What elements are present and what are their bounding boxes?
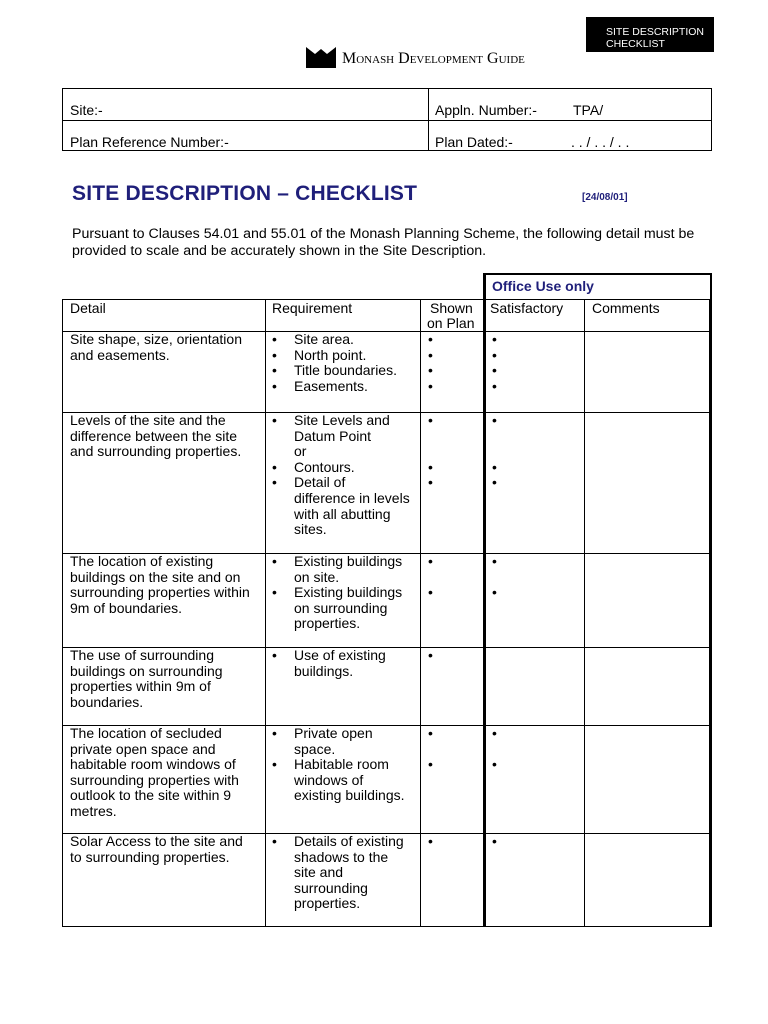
column-header-satisfactory: Satisfactory [490,300,564,316]
shown-on-plan-bullet: • [428,725,433,741]
satisfactory-bullet: • [492,331,497,347]
shown-on-plan-bullet: • [428,584,433,601]
detail-text: buildings on surrounding [70,662,223,679]
requirement-text: Existing buildings [294,553,403,569]
detail-text: The location of existing [70,553,214,569]
detail-text: to surrounding properties. [70,848,230,865]
tpa-label: TPA/ [573,102,604,118]
detail-text: metres. [70,803,117,819]
application-header-table [62,88,712,151]
requirement-bullet: • [272,474,277,491]
requirement-bullet: • [272,362,277,379]
requirement-bullet: • [272,458,277,475]
requirement-text: space. [294,740,336,757]
detail-text: buildings on the site and on [70,568,241,585]
plan-dated-label: Plan Dated:- [435,134,513,150]
appln-number-label: Appln. Number:- [435,102,537,118]
requirement-text: Title boundaries. [294,362,397,379]
requirement-text: shadows to the [294,848,389,865]
column-header-requirement: Requirement [272,300,353,316]
requirement-bullet: • [272,331,277,347]
requirement-bullet: • [272,553,277,569]
requirement-text: Site area. [294,331,354,347]
document-tag [586,17,714,52]
requirement-text: site and [294,864,344,881]
requirement-text: or [294,443,307,460]
office-use-label: Office Use only [492,278,594,294]
requirement-text: on site. [294,568,340,585]
detail-text: 9m of boundaries. [70,599,183,616]
requirement-text: Details of existing [294,833,404,849]
checklist-table [62,299,712,927]
shown-on-plan-bullet: • [428,647,433,663]
requirement-text: surrounding [294,879,368,896]
requirement-text: properties. [294,615,361,632]
requirement-bullet: • [272,412,277,428]
monash-logo [306,46,525,68]
requirement-text: on surrounding [294,599,388,616]
column-header-detail: Detail [70,300,106,316]
plan-date-placeholder: . . / . . / . . [571,134,630,150]
detail-text: surrounding properties with [70,771,239,788]
requirement-text: Site Levels and [294,412,390,428]
satisfactory-bullet: • [492,725,497,741]
satisfactory-bullet: • [492,412,497,428]
shown-on-plan-bullet: • [428,553,433,569]
shown-on-plan-bullet: • [428,756,433,773]
site-label: Site:- [70,102,103,118]
detail-text: outlook to the site within 9 [70,787,232,804]
office-use-header [483,273,712,300]
requirement-bullet: • [272,346,277,363]
satisfactory-bullet: • [492,377,497,394]
requirement-text: Existing buildings [294,584,403,601]
requirement-text: Use of existing [294,647,386,663]
shown-on-plan-bullet: • [428,362,433,379]
column-header-comments: Comments [592,300,660,316]
detail-text: private open space and [70,740,216,757]
requirement-text: Easements. [294,377,368,394]
requirement-text: difference in levels [294,490,410,506]
requirement-bullet: • [272,647,277,663]
shown-on-plan-bullet: • [428,412,433,428]
plan-reference-label: Plan Reference Number:- [70,134,229,150]
monash-m-icon [306,47,336,68]
detail-text: Solar Access to the site and [70,833,243,849]
detail-text: The location of secluded [70,725,222,741]
logo-wordmark: MONASH DEVELOPMENT GUIDE [342,50,525,67]
shown-on-plan-bullet: • [428,346,433,363]
satisfactory-bullet: • [492,584,497,601]
detail-text: habitable room windows of [70,756,236,773]
requirement-text: Datum Point [294,427,372,444]
requirement-text: Habitable room [294,756,389,773]
requirement-bullet: • [272,584,277,601]
requirement-text: North point. [294,346,367,363]
requirement-bullet: • [272,833,277,849]
tag-line-2: CHECKLIST [606,38,665,50]
requirement-text: Detail of [294,474,346,491]
requirement-bullet: • [272,377,277,394]
requirement-text: Contours. [294,458,355,475]
detail-text: and surrounding properties. [70,443,242,460]
satisfactory-bullet: • [492,346,497,363]
requirement-text: windows of [294,771,364,788]
requirement-text: buildings. [294,662,354,679]
detail-text: difference between the site [70,427,238,444]
tag-line-1: SITE DESCRIPTION [606,26,705,38]
detail-text: surrounding properties within [70,584,250,601]
satisfactory-bullet: • [492,833,497,849]
shown-on-plan-bullet: • [428,331,433,347]
satisfactory-bullet: • [492,458,497,475]
detail-text: boundaries. [70,693,144,710]
satisfactory-bullet: • [492,553,497,569]
requirement-text: Private open [294,725,373,741]
column-header-on-plan: on Plan [427,315,475,331]
shown-on-plan-bullet: • [428,377,433,394]
detail-text: Levels of the site and the [70,412,226,428]
detail-text: and easements. [70,346,170,363]
requirement-bullet: • [272,725,277,741]
satisfactory-bullet: • [492,474,497,491]
column-header-shown: Shown [430,300,473,316]
satisfactory-bullet: • [492,756,497,773]
requirement-bullet: • [272,756,277,773]
shown-on-plan-bullet: • [428,833,433,849]
detail-text: properties within 9m of [70,678,211,695]
satisfactory-bullet: • [492,362,497,379]
intro-paragraph: Pursuant to Clauses 54.01 and 55.01 of the Monash Planning Scheme, the following detail must be provided to scale and be accurately shown in the Site Description. [72,226,695,259]
revision-date: [24/08/01] [582,192,628,203]
shown-on-plan-bullet: • [428,458,433,475]
requirement-text: properties. [294,895,361,912]
requirement-text: sites. [294,521,327,538]
page-title: SITE DESCRIPTION – CHECKLIST [72,182,418,205]
detail-text: The use of surrounding [70,647,214,663]
detail-text: Site shape, size, orientation [70,331,242,347]
requirement-text: existing buildings. [294,787,405,804]
requirement-text: with all abutting [294,505,391,522]
shown-on-plan-bullet: • [428,474,433,491]
